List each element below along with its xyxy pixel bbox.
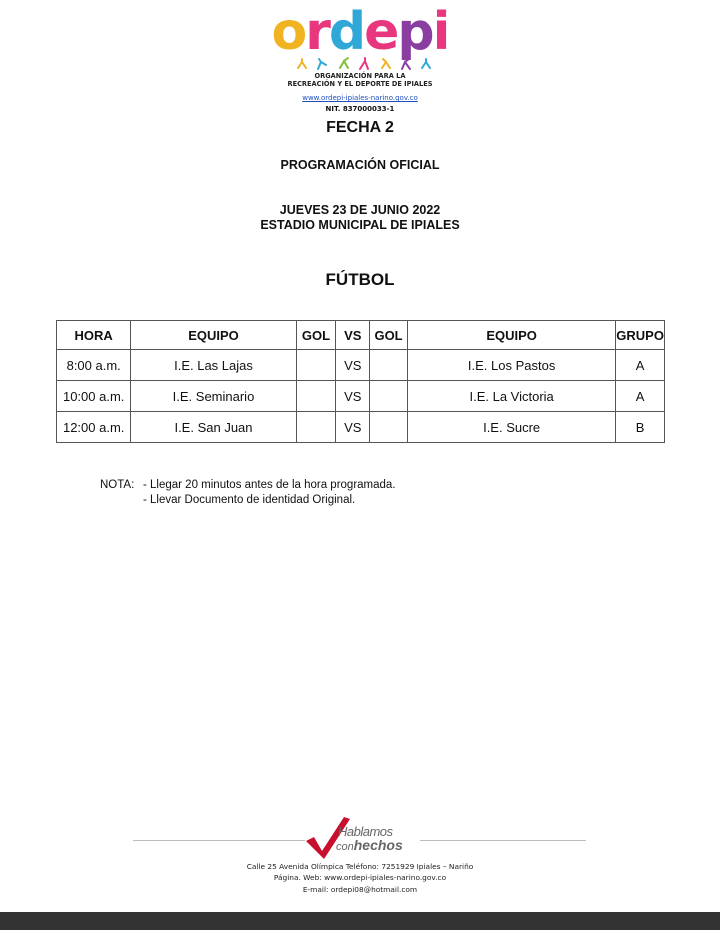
slogan-con-hechos — [336, 837, 403, 853]
logo-letter: o — [271, 2, 306, 62]
col-header-hora: HORA — [57, 321, 131, 350]
fixtures-table — [56, 320, 665, 443]
event-date: JUEVES 23 DE JUNIO 2022 — [279, 203, 441, 217]
slogan-hechos: hechos — [353, 837, 403, 853]
programacion-subtitle: PROGRAMACIÓN OFICIAL — [280, 158, 440, 172]
cell-gol-local — [296, 350, 336, 381]
cell-equipo-local: I.E. San Juan — [131, 412, 296, 443]
footer-email: E-mail: ordepi08@hotmail.com — [302, 885, 418, 894]
cell-hora: 8:00 a.m. — [57, 350, 131, 381]
footer-divider-right — [420, 840, 586, 841]
logo-letter: p — [397, 2, 433, 62]
org-name-line2: RECREACIÓN Y EL DEPORTE DE IPIALES — [287, 80, 433, 88]
logo-letter: r — [305, 2, 329, 62]
logo-letter: d — [328, 2, 365, 62]
col-header-grupo: GRUPO — [616, 321, 665, 350]
col-header-gol: GOL — [370, 321, 408, 350]
note-block — [100, 478, 396, 508]
cell-equipo-visitante: I.E. Sucre — [407, 412, 615, 443]
cell-vs: VS — [336, 381, 370, 412]
table-row — [57, 350, 665, 381]
cell-grupo: A — [616, 350, 665, 381]
cell-grupo: B — [616, 412, 665, 443]
cell-equipo-visitante: I.E. La Victoria — [407, 381, 615, 412]
cell-grupo: A — [616, 381, 665, 412]
cell-hora: 12:00 a.m. — [57, 412, 131, 443]
bottom-bar — [0, 912, 720, 930]
cell-equipo-visitante: I.E. Los Pastos — [407, 350, 615, 381]
table-header-row — [57, 321, 665, 350]
org-name-line1: ORGANIZACIÓN PARA LA — [314, 72, 406, 80]
logo-letter: e — [364, 2, 398, 62]
cell-equipo-local: I.E. Las Lajas — [131, 350, 296, 381]
table-row — [57, 381, 665, 412]
col-header-vs: VS — [336, 321, 370, 350]
logo-wordmark — [271, 2, 449, 62]
footer-address: Calle 25 Avenida Olímpica Teléfono: 7251929 Ipiales – Nariño — [246, 862, 474, 871]
cell-vs: VS — [336, 350, 370, 381]
note-line-2: - Llevar Documento de identidad Original. — [143, 494, 356, 506]
col-header-equipo: EQUIPO — [131, 321, 296, 350]
fecha-title: FECHA 2 — [326, 119, 394, 136]
cell-hora: 10:00 a.m. — [57, 381, 131, 412]
sport-title: FÚTBOL — [325, 270, 395, 289]
cell-gol-visitante — [370, 412, 408, 443]
col-header-equipo: EQUIPO — [407, 321, 615, 350]
table-row — [57, 412, 665, 443]
cell-gol-visitante — [370, 350, 408, 381]
cell-gol-local — [296, 412, 336, 443]
event-venue: ESTADIO MUNICIPAL DE IPIALES — [260, 218, 460, 232]
cell-equipo-local: I.E. Seminario — [131, 381, 296, 412]
logo-letter: i — [432, 2, 449, 62]
col-header-gol: GOL — [296, 321, 336, 350]
cell-gol-visitante — [370, 381, 408, 412]
footer-divider-left — [133, 840, 305, 841]
note-line-1: - Llegar 20 minutos antes de la hora programada. — [143, 479, 396, 491]
note-label: NOTA: — [100, 479, 135, 491]
website-link[interactable]: www.ordepi-ipiales-narino.gov.co — [302, 94, 418, 102]
nit-number: NIT. 837000033-1 — [325, 105, 395, 113]
cell-gol-local — [296, 381, 336, 412]
cell-vs: VS — [336, 412, 370, 443]
ordepi-logo — [0, 2, 720, 113]
slogan-con: con — [336, 841, 354, 853]
slogan-hablamos: Hablamos — [338, 824, 393, 839]
footer-web: Página. Web: www.ordepi-ipiales-narino.gov.co — [273, 873, 447, 882]
